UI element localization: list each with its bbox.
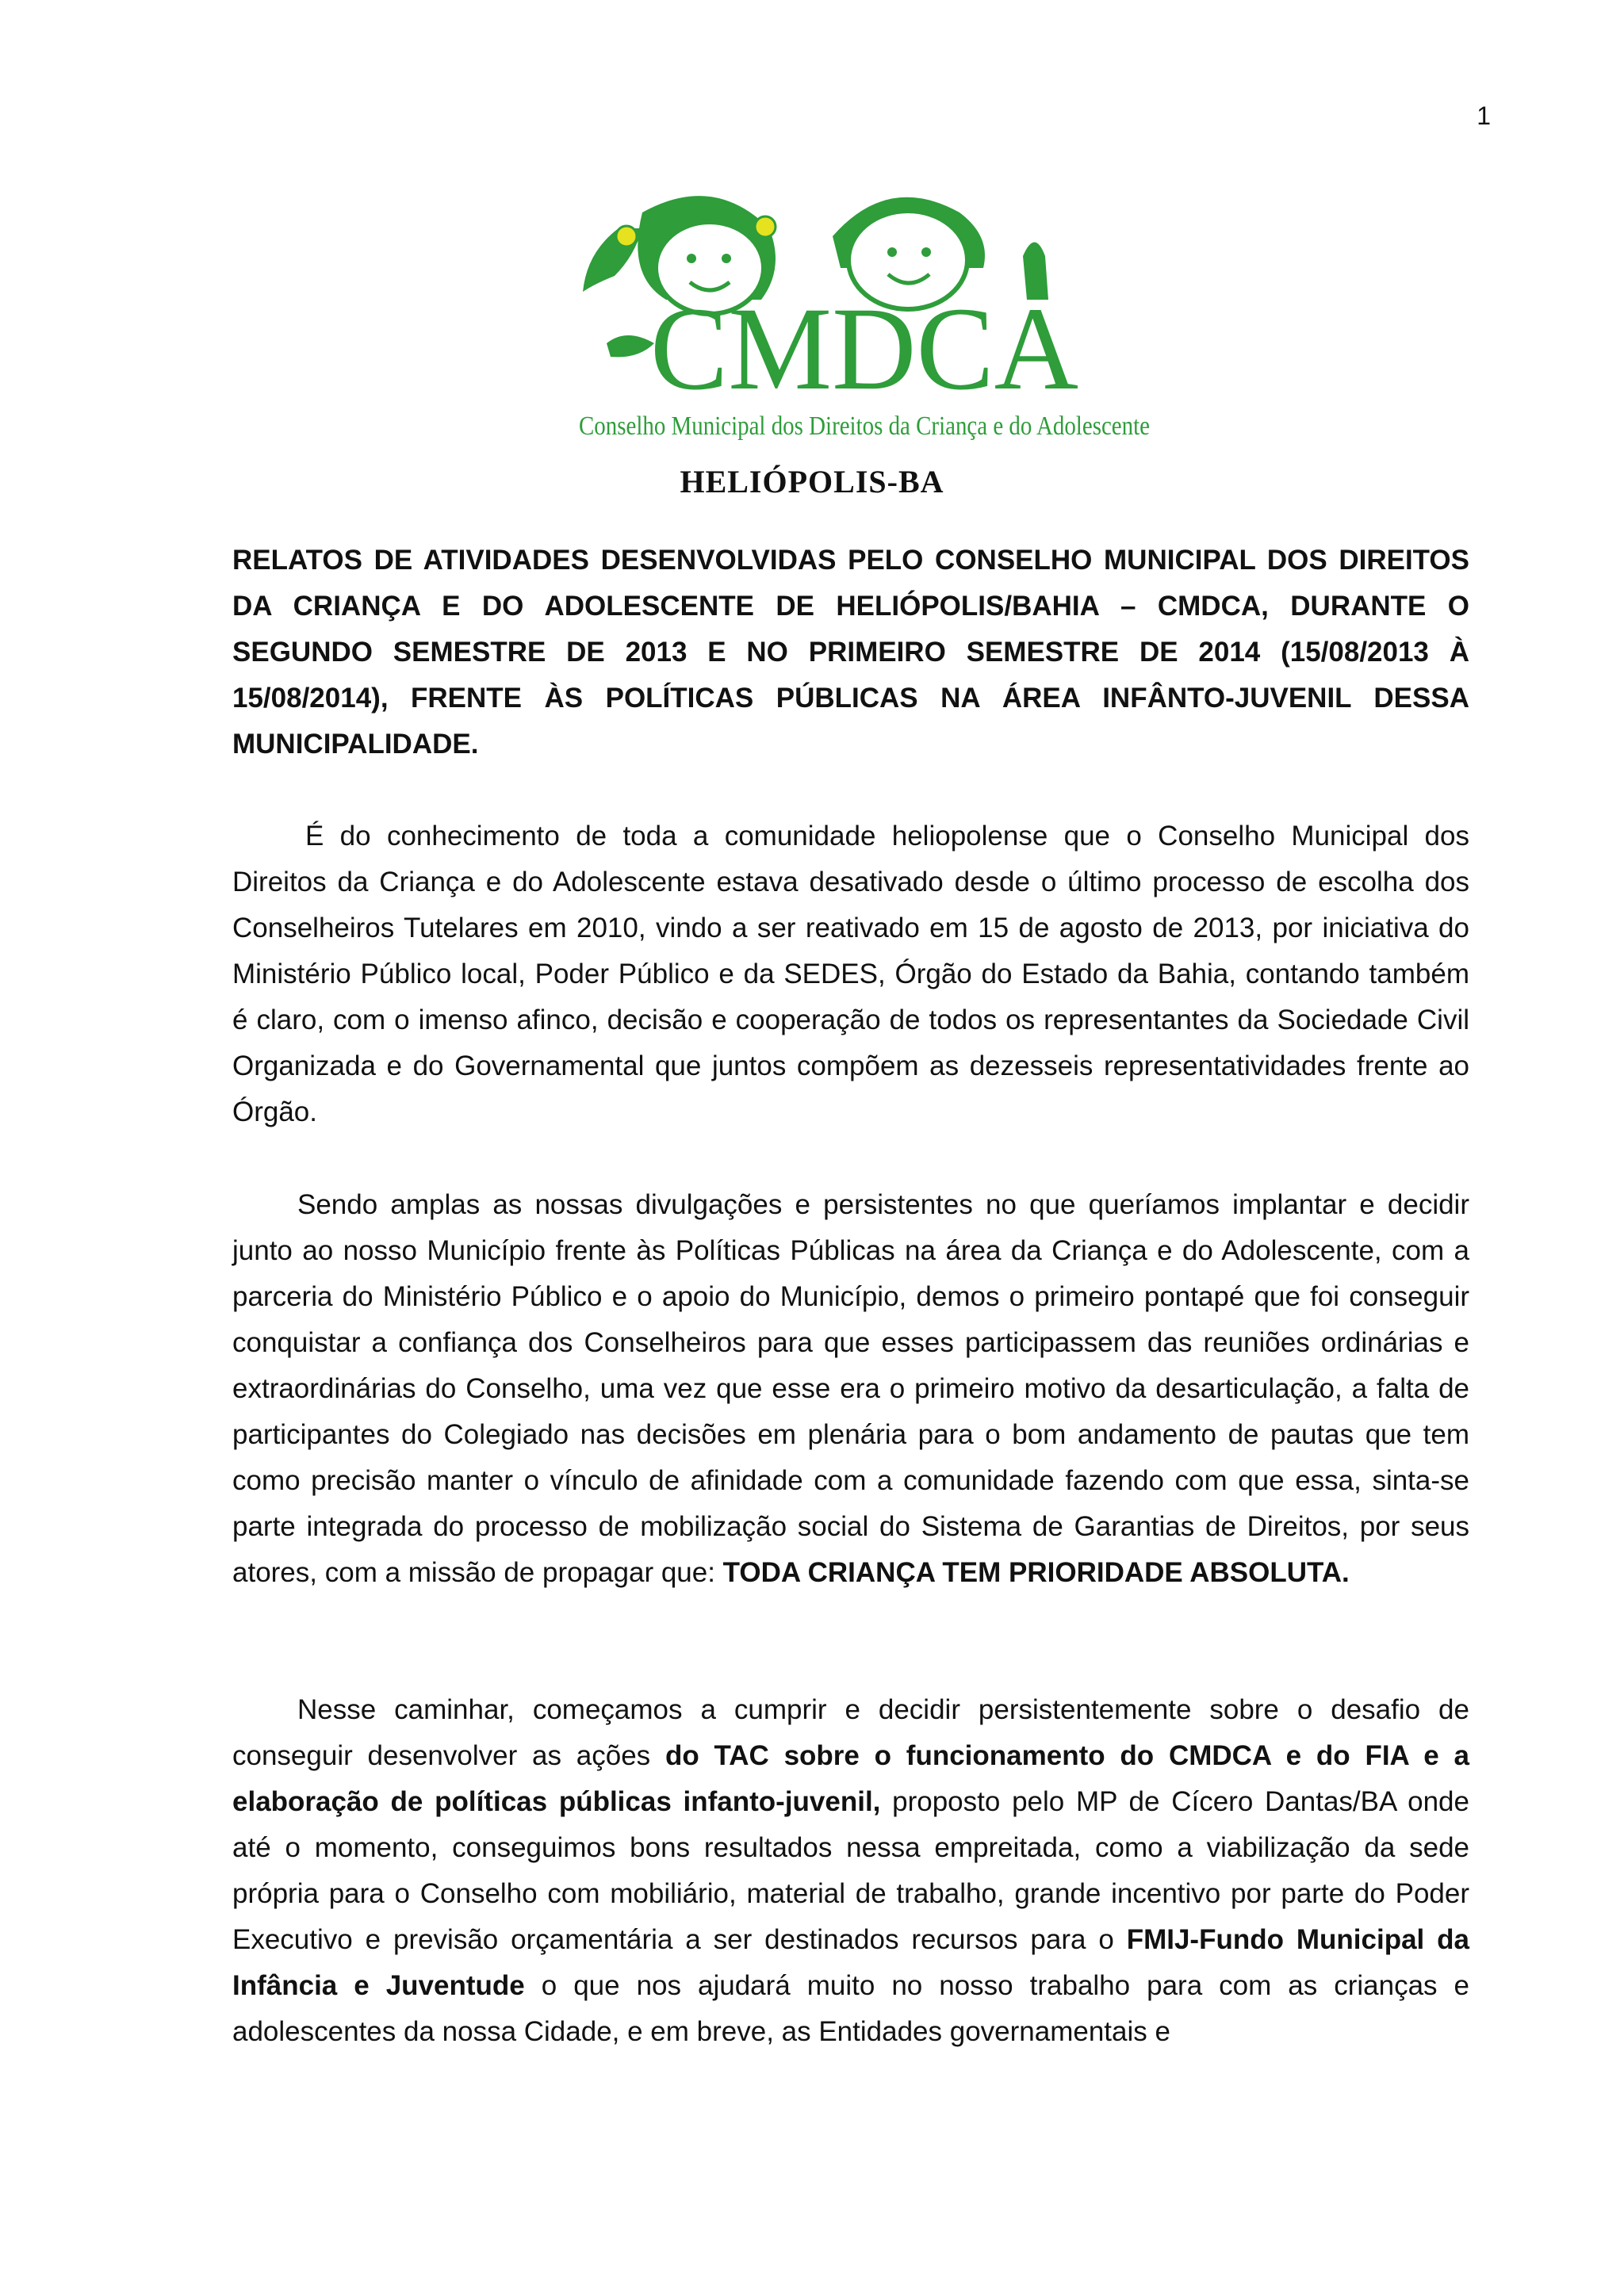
logo-subtitle: Conselho Municipal dos Direitos da Criança e do Adolescente bbox=[579, 411, 1150, 441]
page-number: 1 bbox=[1477, 101, 1491, 130]
paragraph-3-part-c: proposto pelo MP de Cícero Dantas/BA onde até o momento, conseguimos bons resultados nessa empreitada, como a viabilização da sede própria para o Conselho com mobiliário, material de trabalho, grande incentivo por parte do Poder Executivo e previsão orçamentária a ser destinados recursos para o bbox=[232, 1786, 1469, 1955]
cmdca-logo bbox=[571, 181, 1158, 450]
city-title: HELIÓPOLIS-BA bbox=[680, 464, 944, 499]
paragraph-2 bbox=[232, 1182, 1469, 1596]
paragraph-3-part-e: o que nos ajudará muito no nosso trabalho para com as crianças e adolescentes da nossa Cidade, e em breve, as Entidades governamentais e bbox=[232, 1970, 1469, 2047]
paragraph-3-bold-fmij: FMIJ-Fundo Municipal da Infância e Juventude bbox=[232, 1924, 1469, 2001]
paragraph-3 bbox=[232, 1687, 1469, 2055]
paragraph-3-part-a: Nesse caminhar, começamos a cumprir e decidir persistentemente sobre o desafio de conseguir desenvolver as ações bbox=[232, 1694, 1469, 1771]
paragraph-2-text: Sendo amplas as nossas divulgações e persistentes no que queríamos implantar e decidir junto ao nosso Município frente às Políticas Públicas na área da Criança e do Adolescente, com a parceria do Ministério Público e o apoio do Município, demos o primeiro pontapé que foi conseguir conquistar a confiança dos Conselheiros para que esses participassem das reuniões ordinárias e extraordinárias do Conselho, uma vez que esse era o primeiro motivo da desarticulação, a falta de participantes do Colegiado nas decisões em plenária para o bom andamento de pautas que tem como precisão manter o vínculo de afinidade com a comunidade fazendo com que essa, sinta-se parte integrada do processo de mobilização social do Sistema de Garantias de Direitos, por seus atores, com a missão de propagar que: bbox=[232, 1189, 1469, 1588]
report-heading: RELATOS DE ATIVIDADES DESENVOLVIDAS PELO CONSELHO MUNICIPAL DOS DIREITOS DA CRIANÇA E DO ADOLESCENTE DE HELIÓPOLIS/BAHIA – CMDCA, DURANTE O SEGUNDO SEMESTRE DE 2013 E NO PRIMEIRO SEMESTRE DE 2014 (15/08/2013 À 15/08/2014), FRENTE ÀS POLÍTICAS PÚBLICAS NA ÁREA INFÂNTO-JUVENIL DESSA MUNICIPALIDADE. bbox=[232, 545, 1469, 760]
paragraph-2-bold-motto: TODA CRIANÇA TEM PRIORIDADE ABSOLUTA. bbox=[722, 1557, 1350, 1588]
hand-icon bbox=[607, 335, 654, 357]
paragraph-1: É do conhecimento de toda a comunidade heliopolense que o Conselho Municipal dos Direitos da Criança e do Adolescente estava desativado desde o último processo de escolha dos Conselheiros Tutelares em 2010, vindo a ser reativado em 15 de agosto de 2013, por iniciativa do Ministério Público local, Poder Público e da SEDES, Órgão do Estado da Bahia, contando também é claro, com o imenso afinco, decisão e cooperação de todos os representantes da Sociedade Civil Organizada e do Governamental que juntos compõem as dezesseis representatividades frente ao Órgão. bbox=[232, 821, 1469, 1127]
paragraph-3-bold-tac: do TAC sobre o funcionamento do CMDCA e do FIA e a elaboração de políticas públicas infanto-juvenil, bbox=[232, 1740, 1469, 1817]
logo-acronym: CMDCA bbox=[650, 283, 1078, 415]
